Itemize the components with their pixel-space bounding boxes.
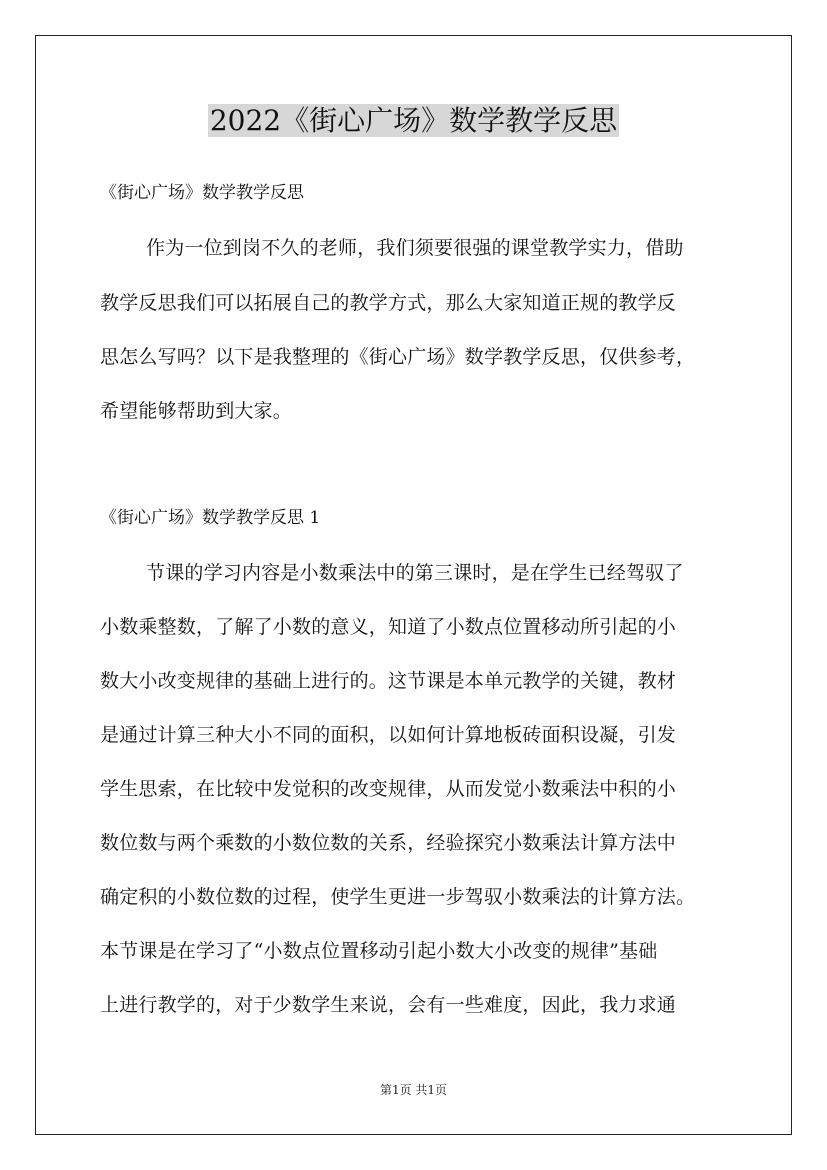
document-title: [0, 101, 827, 141]
intro-heading: 《街心广场》数学教学反思: [100, 183, 304, 203]
section1-line: 确定积的小数位数的过程，使学生更进一步驾驭小数乘法的计算方法。: [100, 886, 696, 908]
intro-line: 教学反思我们可以拓展自己的教学方式，那么大家知道正规的教学反: [100, 292, 677, 314]
section1-line: 数位数与两个乘数的小数位数的关系，经验探究小数乘法计算方法中: [100, 832, 677, 854]
intro-line: 思怎么写吗？以下是我整理的《街心广场》数学教学反思，仅供参考，: [100, 346, 696, 368]
section1-line: 本节课是在学习了“小数点位置移动引起小数大小改变的规律”基础: [100, 940, 658, 962]
section1-line: 是通过计算三种大小不同的面积，以如何计算地板砖面积设凝，引发: [100, 724, 677, 746]
section1-line: 数大小改变规律的基础上进行的。这节课是本单元教学的关键，教材: [100, 670, 677, 692]
section1-line: 学生思索，在比较中发觉积的改变规律，从而发觉小数乘法中积的小: [100, 778, 677, 800]
intro-line: 作为一位到岗不久的老师，我们须要很强的课堂教学实力，借助: [146, 237, 684, 259]
section1-line: 小数乘整数，了解了小数的意义，知道了小数点位置移动所引起的小: [100, 616, 677, 638]
document-title-text: 2022《街心广场》数学教学反思: [209, 104, 618, 137]
section1-heading: 《街心广场》数学教学反思 1: [100, 508, 321, 528]
intro-line: 希望能够帮助到大家。: [100, 400, 293, 422]
page-number-footer: 第1页 共1页: [379, 1083, 448, 1097]
section1-line: 节课的学习内容是小数乘法中的第三课时，是在学生已经驾驭了: [146, 562, 684, 584]
section1-line: 上进行教学的，对于少数学生来说，会有一些难度，因此，我力求通: [100, 994, 677, 1016]
